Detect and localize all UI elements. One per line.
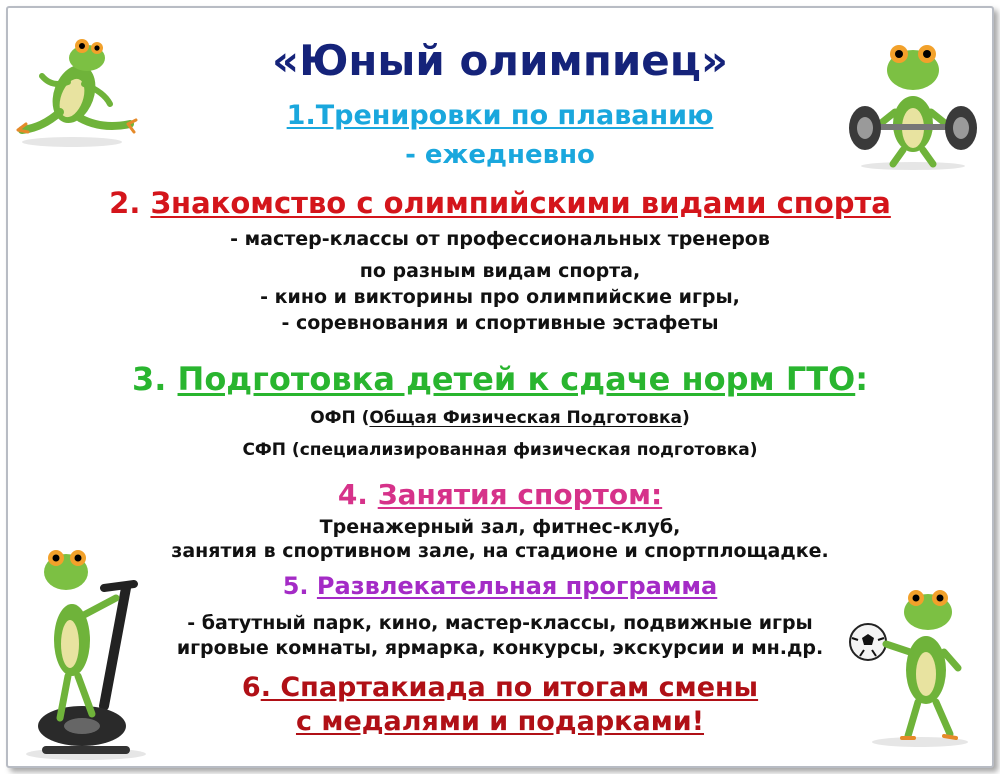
section-4-heading: Занятия спортом: [377,478,663,511]
section-4-line-2: занятия в спортивном зале, на стадионе и спортплощадке. [171,540,829,562]
section-5-number: 5. [282,572,317,600]
section-3-heading: Подготовка детей к сдаче норм ГТО [177,360,856,398]
section-3-colon: : [855,360,869,398]
section-5-line-1: - батутный парк, кино, мастер-классы, подвижные игры [187,612,813,634]
section-4-line-1: Тренажерный зал, фитнес-клуб, [319,516,681,538]
section-1-heading: 1.Тренировки по плаванию [286,100,714,131]
sfp-line: СФП (специализированная физическая подготовка) [242,440,758,460]
section-1-subtitle: - ежедневно [405,140,595,170]
ofp-prefix: ОФП ( [310,408,370,428]
section-3-heading-line [0,360,1000,398]
section-5-heading: Развлекательная программа [316,572,718,600]
section-2-heading: Знакомство с олимпийскими видами спорта [150,186,891,220]
section-4-number: 4. [337,478,378,511]
section-3-number: 3. [131,360,178,398]
section-2-line-3: - кино и викторины про олимпийские игры, [260,286,740,308]
ofp-line [0,408,1000,428]
page-title: «Юный олимпиец» [271,36,729,85]
section-2-line-1: - мастер-классы от профессиональных тренеров [230,228,770,250]
ofp-suffix: ) [682,408,690,428]
section-6-heading-line [0,672,1000,703]
section-6-number: 6 [241,672,261,703]
ofp-text: Общая Физическая Подготовка [369,408,683,428]
section-2-heading-line [0,186,1000,220]
section-6-heading: . Спартакиада по итогам смены [260,672,759,703]
section-5-line-2: игровые комнаты, ярмарка, конкурсы, экскурсии и мн.др. [176,637,824,659]
section-5-heading-line [0,572,1000,600]
section-2-line-2: по разным видам спорта, [359,260,641,282]
section-6-line-2: с медалями и подарками! [295,706,705,737]
section-4-heading-line [0,478,1000,511]
section-2-line-4: - соревнования и спортивные эстафеты [281,312,719,334]
section-2-number: 2. [109,186,151,220]
